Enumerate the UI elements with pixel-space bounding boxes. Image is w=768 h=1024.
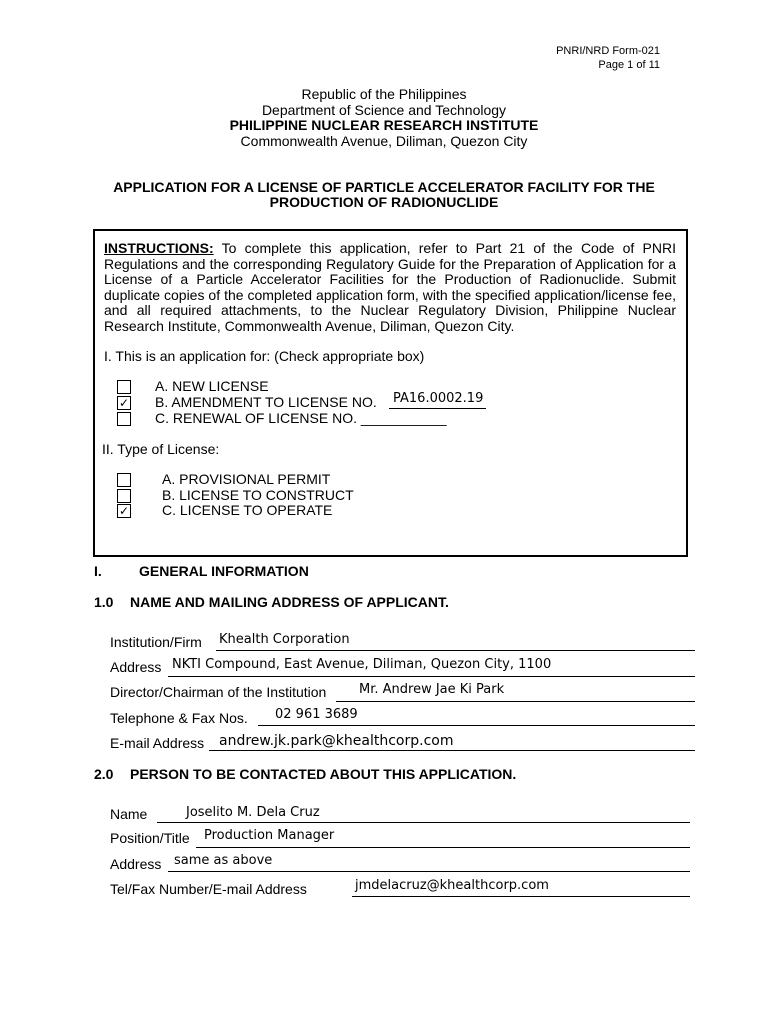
field-line-email xyxy=(209,750,695,751)
field-label-institution: Institution/Firm xyxy=(110,634,202,650)
contact-value-telfax[interactable]: jmdelacruz@khealthcorp.com xyxy=(355,878,549,893)
checkbox-renewal[interactable] xyxy=(117,412,131,426)
option-amendment: B. AMENDMENT TO LICENSE NO. xyxy=(155,394,377,410)
checkbox-amendment[interactable]: ✓ xyxy=(118,396,130,410)
contact-value-address[interactable]: same as above xyxy=(174,853,273,868)
contact-label-address: Address xyxy=(110,856,162,872)
checkbox-operate[interactable]: ✓ xyxy=(118,504,130,518)
contact-line-telfax xyxy=(352,896,690,897)
section1-sub-number: 1.0 xyxy=(94,594,114,610)
agency-address: Commonwealth Avenue, Diliman, Quezon City xyxy=(240,133,528,149)
contact-label-name: Name xyxy=(110,806,148,822)
option-operate: C. LICENSE TO OPERATE xyxy=(162,502,333,518)
section2-title: PERSON TO BE CONTACTED ABOUT THIS APPLICATION. xyxy=(130,766,517,782)
field-value-institution[interactable]: Khealth Corporation xyxy=(219,632,350,647)
contact-value-name[interactable]: Joselito M. Dela Cruz xyxy=(186,805,320,820)
agency-republic: Republic of the Philippines xyxy=(301,86,467,102)
contact-label-position: Position/Title xyxy=(110,830,190,846)
agency-institute: PHILIPPINE NUCLEAR RESEARCH INSTITUTE xyxy=(229,117,539,133)
form-number: PNRI/NRD Form-021 xyxy=(556,45,660,57)
section1-number: I. xyxy=(94,563,102,579)
field-label-address: Address xyxy=(110,659,162,675)
field-label-telephone: Telephone & Fax Nos. xyxy=(110,710,248,726)
contact-line-address xyxy=(168,871,690,872)
instructions-text xyxy=(104,241,676,335)
agency-department: Department of Science and Technology xyxy=(261,102,507,118)
section2-number: 2.0 xyxy=(94,766,114,782)
contact-label-telfax: Tel/Fax Number/E-mail Address xyxy=(110,881,307,897)
field-value-email[interactable]: andrew.jk.park@khealthcorp.com xyxy=(219,733,454,749)
contact-line-position xyxy=(196,847,690,848)
application-for-prompt: I. This is an application for: (Check appropriate box) xyxy=(104,348,425,364)
field-line-address xyxy=(168,676,695,677)
option-renewal: C. RENEWAL OF LICENSE NO. ___________ xyxy=(155,410,447,426)
field-line-telephone xyxy=(258,725,695,726)
checkbox-new-license[interactable] xyxy=(117,380,131,394)
license-type-prompt: II. Type of License: xyxy=(102,441,220,457)
form-title-line2: PRODUCTION OF RADIONUCLIDE xyxy=(269,194,499,210)
field-line-institution xyxy=(216,650,695,651)
field-value-address[interactable]: NKTI Compound, East Avenue, Diliman, Quezon City, 1100 xyxy=(172,657,552,672)
instructions-body: To complete this application, refer to Part 21 of the Code of PNRI Regulations and the corresponding Regulatory Guide for the Preparation of Application for a License of a Particle Accelerator Facilities for the Production of Radionuclide. Submit duplicate copies of the completed application form, with the specified application/license fee, and all required attachments, to the Nuclear Regulatory Division, Philippine Nuclear Research Institute, Commonwealth Avenue, Diliman, Quezon City. xyxy=(104,240,676,334)
amendment-license-line xyxy=(389,408,486,409)
option-provisional: A. PROVISIONAL PERMIT xyxy=(162,471,331,487)
section1-sub-title: NAME AND MAILING ADDRESS OF APPLICANT. xyxy=(130,594,449,610)
section1-title: GENERAL INFORMATION xyxy=(139,563,309,579)
option-construct: B. LICENSE TO CONSTRUCT xyxy=(162,487,354,503)
field-value-director[interactable]: Mr. Andrew Jae Ki Park xyxy=(359,682,505,697)
instructions-label: INSTRUCTIONS: xyxy=(104,240,214,256)
contact-line-name xyxy=(157,822,690,823)
field-label-director: Director/Chairman of the Institution xyxy=(110,684,327,700)
checkbox-construct[interactable] xyxy=(117,489,131,503)
form-title-line1: APPLICATION FOR A LICENSE OF PARTICLE ACCELERATOR FACILITY FOR THE xyxy=(113,179,655,195)
contact-value-position[interactable]: Production Manager xyxy=(204,828,335,843)
option-new-license: A. NEW LICENSE xyxy=(155,378,269,394)
checkbox-provisional[interactable] xyxy=(117,473,131,487)
field-label-email: E-mail Address xyxy=(110,735,205,751)
amendment-license-value[interactable]: PA16.0002.19 xyxy=(393,391,484,406)
page-number: Page 1 of 11 xyxy=(598,59,660,71)
field-line-director xyxy=(336,701,695,702)
field-value-telephone[interactable]: 02 961 3689 xyxy=(275,707,358,722)
